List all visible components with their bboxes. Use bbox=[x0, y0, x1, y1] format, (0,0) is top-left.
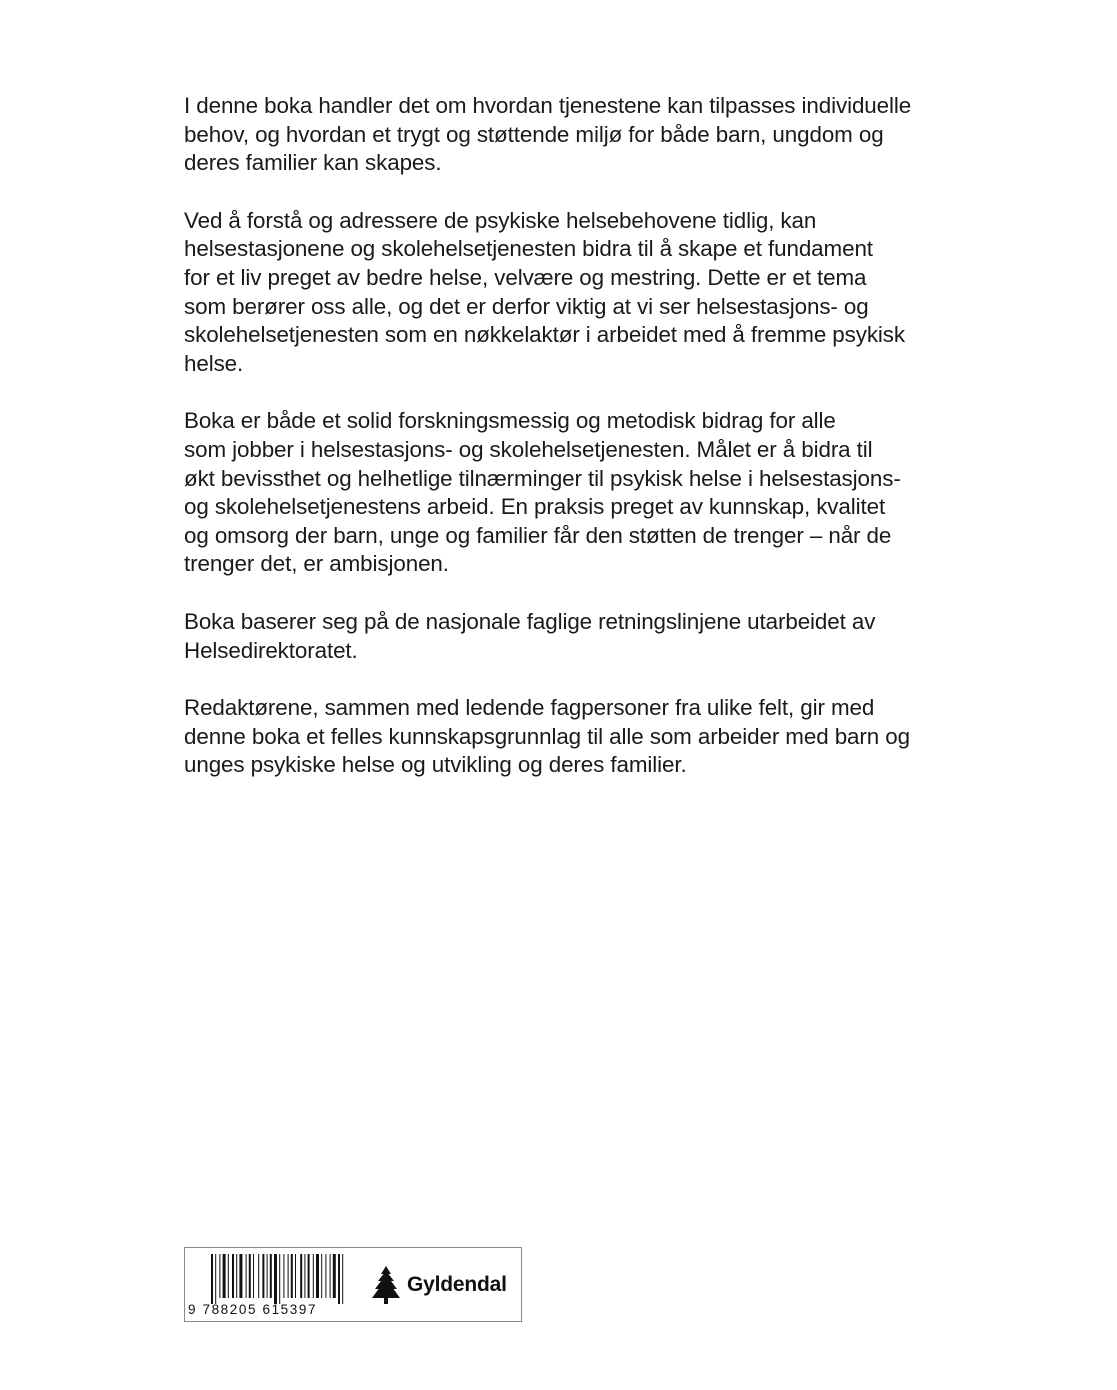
text-line: behov, og hvordan et trygt og støttende miljø for både barn, ungdom og bbox=[184, 121, 884, 147]
text-line: Boka er både et solid forskningsmessig og metodisk bidrag for alle bbox=[184, 408, 836, 434]
barcode-bar bbox=[236, 1254, 237, 1298]
text-line: for et liv preget av bedre helse, velvære og mestring. Dette er et tema bbox=[184, 264, 867, 290]
barcode-bar bbox=[274, 1254, 277, 1304]
barcode-bar bbox=[253, 1254, 254, 1298]
barcode-bar bbox=[258, 1254, 259, 1298]
paragraph-4 bbox=[184, 608, 964, 665]
barcode-bar bbox=[223, 1254, 226, 1298]
paragraph-2 bbox=[184, 207, 964, 379]
text-line: og skolehelsetjenestens arbeid. En praksis preget av kunnskap, kvalitet bbox=[184, 494, 886, 520]
text-line: denne boka et felles kunnskapsgrunnlag til alle som arbeider med barn og bbox=[184, 723, 910, 749]
barcode-bar bbox=[316, 1254, 319, 1298]
text-line: Ved å forstå og adressere de psykiske helsebehovene tidlig, kan bbox=[184, 207, 817, 233]
barcode-bar bbox=[267, 1254, 268, 1298]
barcode-bar bbox=[262, 1254, 264, 1298]
text-line: som berører oss alle, og det er derfor viktig at vi ser helsestasjons- og bbox=[184, 293, 869, 319]
barcode-bar bbox=[283, 1254, 284, 1298]
barcode-bar bbox=[295, 1254, 296, 1298]
barcode-bar bbox=[321, 1254, 322, 1298]
barcode-bar bbox=[246, 1254, 247, 1298]
barcode-bar bbox=[239, 1254, 242, 1298]
paragraph-5 bbox=[184, 694, 964, 780]
barcode-bar bbox=[288, 1254, 289, 1298]
text-line: og omsorg der barn, unge og familier får den støtten de trenger – når de bbox=[184, 522, 892, 548]
barcode-bar bbox=[249, 1254, 251, 1298]
text-line: I denne boka handler det om hvordan tjenestene kan tilpasses individuelle bbox=[184, 93, 912, 118]
barcode-bar bbox=[291, 1254, 293, 1298]
barcode-bar bbox=[300, 1254, 302, 1298]
barcode-bar bbox=[270, 1254, 272, 1298]
text-line: trenger det, er ambisjonen. bbox=[184, 551, 449, 577]
paragraph-3 bbox=[184, 407, 964, 579]
spruce-tree-icon bbox=[371, 1265, 401, 1305]
barcode-bar bbox=[211, 1254, 213, 1304]
text-line: deres familier kan skapes. bbox=[184, 150, 442, 176]
barcode-bar bbox=[232, 1254, 234, 1298]
barcode-bar bbox=[215, 1254, 216, 1304]
text-line: Redaktørene, sammen med ledende fagpersoner fra ulike felt, gir med bbox=[184, 695, 875, 721]
barcode-bar bbox=[325, 1254, 326, 1298]
back-cover-text bbox=[184, 92, 964, 809]
barcode-bar bbox=[308, 1254, 310, 1298]
barcode-bar bbox=[333, 1254, 336, 1298]
barcode-bar bbox=[338, 1254, 340, 1304]
text-line: unges psykiske helse og utvikling og deres familier. bbox=[184, 752, 687, 778]
text-line: skolehelsetjenesten som en nøkkelaktør i arbeidet med å fremme psykisk bbox=[184, 322, 906, 348]
barcode-bar bbox=[330, 1254, 331, 1298]
publisher-logo bbox=[371, 1265, 507, 1305]
text-line: som jobber i helsestasjons- og skolehelsetjenesten. Målet er å bidra til bbox=[184, 436, 873, 462]
text-line: Boka baserer seg på de nasjonale faglige retningslinjene utarbeidet av bbox=[184, 608, 876, 634]
barcode-bar bbox=[279, 1254, 280, 1304]
text-line: helse. bbox=[184, 350, 244, 376]
isbn-number: 9 788205 615397 bbox=[188, 1302, 318, 1317]
text-line: Helsedirektoratet. bbox=[184, 637, 358, 663]
publisher-name: Gyldendal bbox=[407, 1273, 507, 1296]
paragraph-1 bbox=[184, 92, 964, 178]
barcode-bar bbox=[313, 1254, 314, 1298]
barcode-bar bbox=[219, 1254, 220, 1298]
text-line: helsestasjonene og skolehelsetjenesten bidra til å skape et fundament bbox=[184, 236, 873, 262]
barcode-bar bbox=[228, 1254, 229, 1298]
barcode-bar bbox=[342, 1254, 343, 1304]
text-line: økt bevissthet og helhetlige tilnærminger til psykisk helse i helsestasjons- bbox=[184, 465, 901, 491]
barcode-publisher-box bbox=[184, 1247, 522, 1322]
barcode-icon bbox=[185, 1248, 355, 1304]
barcode-bar bbox=[304, 1254, 305, 1298]
